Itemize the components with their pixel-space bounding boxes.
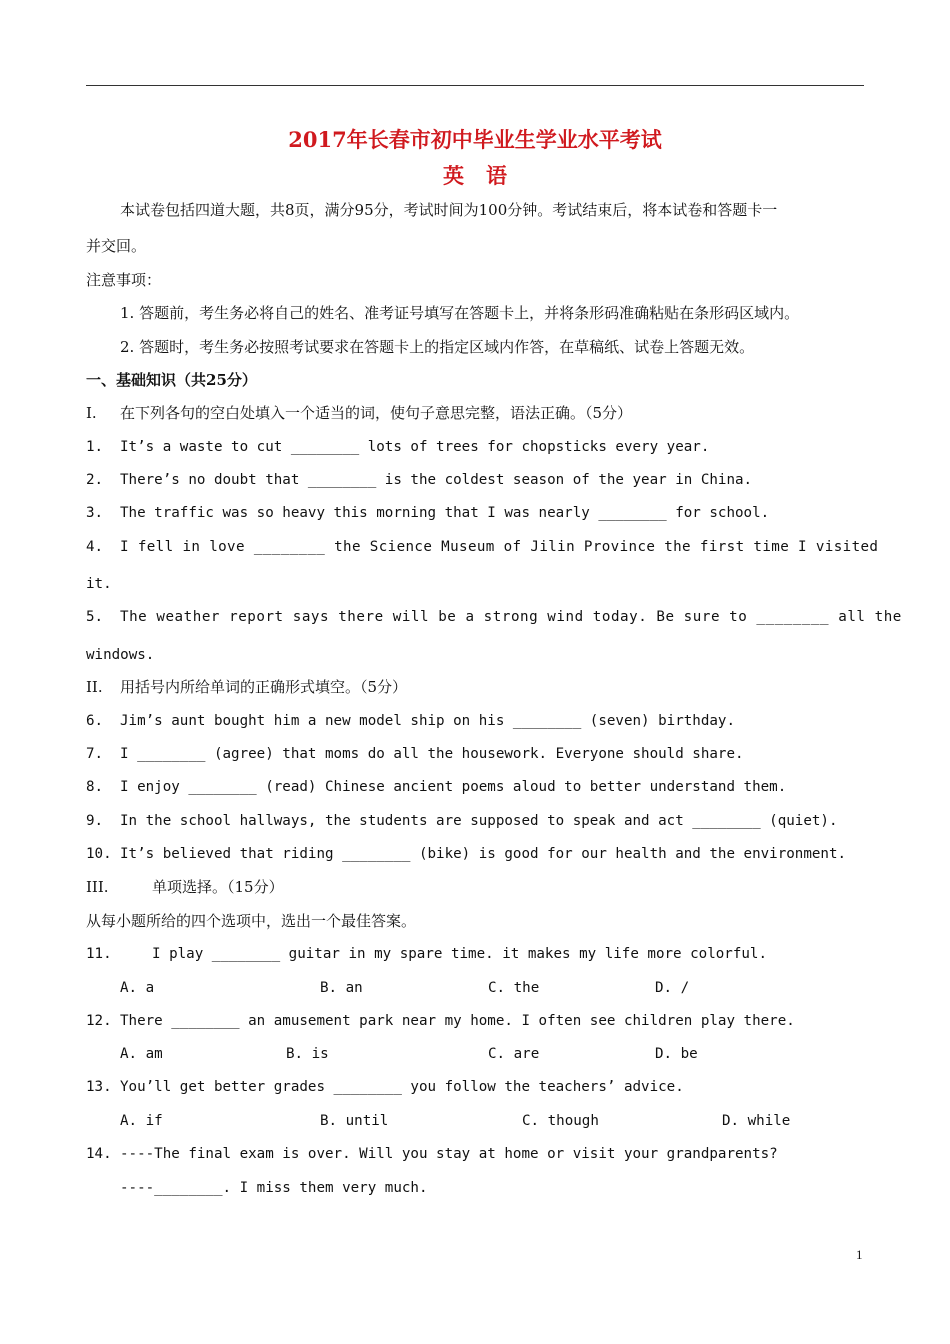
note-1: 1. 答题前，考生务必将自己的姓名、准考证号填写在答题卡上，并将条形码准确粘贴在条形码区域内。 [120,304,800,322]
question-number: 11. [86,946,112,962]
option-d: D. while [722,1113,791,1129]
question-number: 9. [86,813,104,829]
option-c: C. though [522,1113,599,1129]
question-11: I play ________ guitar in my spare time. it makes my life more colorful. [152,946,767,962]
exam-title: 2017年长春市初中毕业生学业水平考试 [288,127,662,152]
question-5: The weather report says there will be a strong wind today. Be sure to ________ all the [120,609,902,625]
question-number: 1. [86,439,104,455]
intro-line-2: 并交回。 [86,237,147,255]
option-b: B. is [286,1046,329,1062]
page-number: 1 [856,1247,863,1262]
question-5-continuation: windows. [86,647,155,663]
question-number: 10. [86,846,112,862]
question-4-continuation: it. [86,576,112,592]
part-1-numeral: I. [86,404,97,422]
option-c: C. the [488,980,540,996]
header-rule [86,85,864,86]
section-heading: 一、基础知识（共25分） [86,371,257,389]
note-2: 2. 答题时，考生务必按照考试要求在答题卡上的指定区域内作答，在草稿纸、试卷上答题无效。 [120,338,755,356]
question-number: 8. [86,779,104,795]
question-number: 5. [86,609,104,625]
part-1-instruction: 在下列各句的空白处填入一个适当的词，使句子意思完整，语法正确。（5分） [120,404,633,422]
question-1: It’s a waste to cut ________ lots of trees for chopsticks every year. [120,439,710,455]
question-4: I fell in love ________ the Science Museum of Jilin Province the first time I visited [120,539,879,555]
option-b: B. until [320,1113,389,1129]
notes-heading: 注意事项： [86,271,162,289]
question-8: I enjoy ________ (read) Chinese ancient poems aloud to better understand them. [120,779,787,795]
option-d: D. be [655,1046,698,1062]
question-13: You’ll get better grades ________ you follow the teachers’ advice. [120,1079,684,1095]
option-c: C. are [488,1046,540,1062]
option-a: A. am [120,1046,163,1062]
part-3-subinstruction: 从每小题所给的四个选项中，选出一个最佳答案。 [86,912,417,930]
part-2-numeral: II. [86,678,103,696]
question-number: 13. [86,1079,112,1095]
option-d: D. / [655,980,690,996]
question-9: In the school hallways, the students are supposed to speak and act ________ (quiet). [120,813,838,829]
option-a: A. if [120,1113,163,1129]
question-number: 14. [86,1146,112,1162]
part-3-instruction: 单项选择。（15分） [152,878,284,896]
question-number: 4. [86,539,104,555]
question-7: I ________ (agree) that moms do all the housework. Everyone should share. [120,746,744,762]
exam-subject: 英语 [443,163,529,188]
question-14-reply: ----________. I miss them very much. [120,1180,428,1196]
question-12: There ________ an amusement park near my home. I often see children play there. [120,1013,795,1029]
option-b: B. an [320,980,363,996]
intro-line-1: 本试卷包括四道大题，共8页，满分95分，考试时间为100分钟。考试结束后，将本试卷和答题卡一 [120,201,778,219]
question-number: 2. [86,472,104,488]
question-number: 7. [86,746,104,762]
part-2-instruction: 用括号内所给单词的正确形式填空。（5分） [120,678,408,696]
question-14: ----The final exam is over. Will you stay at home or visit your grandparents? [120,1146,778,1162]
question-number: 12. [86,1013,112,1029]
question-2: There’s no doubt that ________ is the coldest season of the year in China. [120,472,753,488]
option-a: A. a [120,980,155,996]
question-6: Jim’s aunt bought him a new model ship on his ________ (seven) birthday. [120,713,735,729]
question-10: It’s believed that riding ________ (bike) is good for our health and the environment. [120,846,847,862]
question-number: 3. [86,505,104,521]
question-number: 6. [86,713,104,729]
part-3-numeral: III. [86,878,109,896]
question-3: The traffic was so heavy this morning that I was nearly ________ for school. [120,505,770,521]
